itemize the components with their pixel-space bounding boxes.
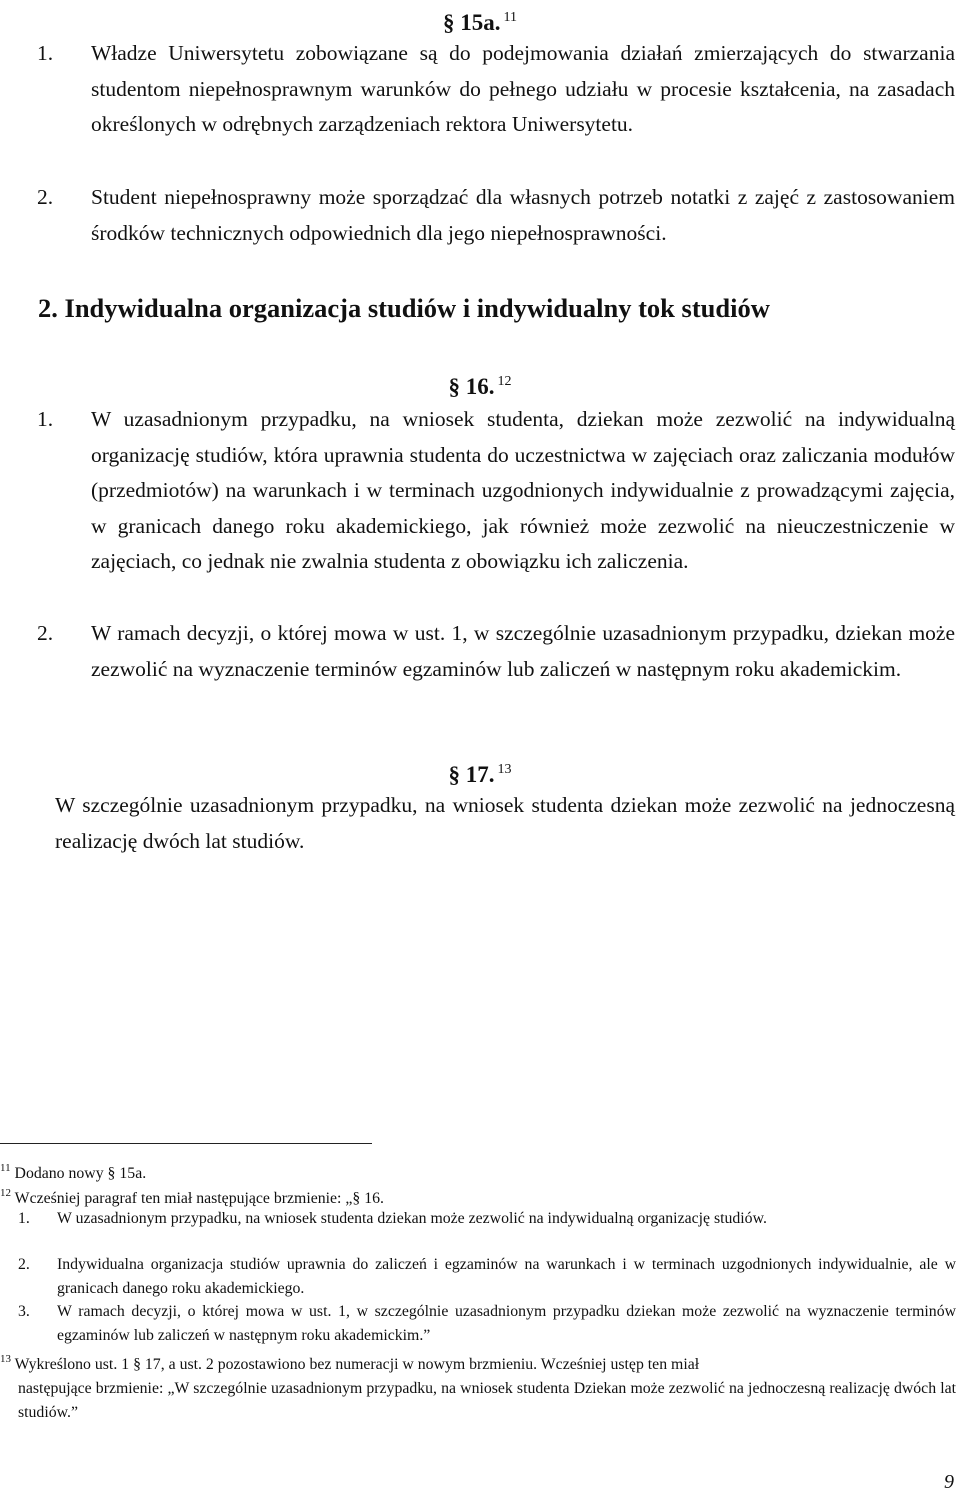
footnote-text: Dodano nowy § 15a.: [14, 1165, 147, 1182]
section-15a-title: § 15a.: [443, 10, 501, 35]
paragraph-text: W uzasadnionym przypadku, na wniosek studenta, dziekan może zezwolić na indywidualną organizację studiów, która uprawnia studenta do uczestnictwa w zajęciach oraz zaliczania modułów (przedmiotów) na warunkach i w terminach uzgodnionych indywidualnie z prowadzącymi zajęcia, w granicach danego roku akademickiego, jak również może zezwolić na nieuczestniczenie w zajęciach, co jednak nie zwalnia studenta z obowiązku ich zaliczenia.: [91, 407, 955, 573]
footnote-ref-13[interactable]: 13: [497, 762, 512, 777]
paragraph-text: Student niepełnosprawny może sporządzać dla własnych potrzeb notatki z zajęć z zastosowaniem środków technicznych odpowiednich dla jego niepełnosprawności.: [91, 185, 955, 245]
footnote-item-text: W ramach decyzji, o której mowa w ust. 1, w szczególnie uzasadnionym przypadku dziekan może zezwolić na wyznaczenie terminów egzaminów lub zaliczeń w następnym roku akademickim.”: [57, 1303, 956, 1344]
footnote-13-continuation: następujące brzmienie: „W szczególnie uzasadnionym przypadku, na wniosek studenta Dziekan może zezwolić na jednoczesną realizację dwóch lat studiów.”: [18, 1380, 956, 1421]
footnote-mark: 12: [0, 1187, 11, 1199]
footnote-13-first-line: [0, 1347, 956, 1377]
chapter-heading: 2. Indywidualna organizacja studiów i indywidualny tok studiów: [38, 293, 770, 323]
footnote-item-number: 1.: [18, 1210, 30, 1227]
footnote-mark: 13: [0, 1353, 11, 1365]
section-16-title: § 16.: [448, 374, 495, 399]
paragraph-number: 1.: [37, 41, 54, 65]
section-17-text: W szczególnie uzasadnionym przypadku, na wniosek studenta dziekan może zezwolić na jednoczesną realizację dwóch lat studiów.: [55, 793, 955, 853]
footnote-item-number: 3.: [18, 1303, 30, 1320]
section-16-heading: [0, 368, 960, 401]
page-number: 9: [944, 1471, 954, 1493]
section-17-title: § 17.: [448, 762, 495, 787]
section-16-paragraph-2: [37, 616, 955, 687]
footnote-ref-12[interactable]: 12: [497, 374, 512, 389]
paragraph-number: 1.: [37, 407, 54, 431]
paragraph-text: W ramach decyzji, o której mowa w ust. 1, w szczególnie uzasadnionym przypadku, dziekan może zezwolić na wyznaczenie terminów egzaminów lub zaliczeń w następnym roku akademickim.: [91, 621, 955, 681]
paragraph-number: 2.: [37, 185, 54, 209]
section-15a-paragraph-1: [37, 36, 955, 143]
paragraph-number: 2.: [37, 621, 54, 645]
footnote-ref-11[interactable]: 11: [503, 10, 517, 25]
footnote-12-item: [18, 1300, 956, 1347]
footnote-text: Wykreślono ust. 1 § 17, a ust. 2 pozostawiono bez numeracji w nowym brzmieniu. Wcześniej ustęp ten miał: [14, 1356, 700, 1373]
footnote-12-item: [18, 1253, 956, 1300]
footnote-text: Wcześniej paragraf ten miał następujące brzmienie: „§ 16.: [14, 1190, 384, 1207]
footnote-item-number: 2.: [18, 1256, 30, 1273]
footnote-item-text: Indywidualna organizacja studiów uprawnia do zaliczeń i egzaminów na warunkach i w terminach uzgodnionych indywidualnie, ale w granicach danego roku akademickiego.: [57, 1256, 956, 1297]
footnote-13: [0, 1347, 956, 1425]
footnote-mark: 11: [0, 1162, 11, 1174]
footnote-12-item: [18, 1207, 956, 1231]
section-16-paragraph-1: [37, 402, 955, 580]
footnote-item-text: W uzasadnionym przypadku, na wniosek studenta dziekan może zezwolić na indywidualną organizację studiów.: [57, 1210, 767, 1227]
section-15a-heading: [0, 4, 960, 37]
paragraph-text: Władze Uniwersytetu zobowiązane są do podejmowania działań zmierzających do stwarzania studentom niepełnosprawnym warunków do pełnego udziału w procesie kształcenia, na zasadach określonych w odrębnych zarządzeniach rektora Uniwersytetu.: [91, 41, 955, 136]
footnote-separator: [0, 1143, 372, 1144]
section-15a-paragraph-2: [37, 180, 955, 251]
section-17-heading: [0, 756, 960, 789]
